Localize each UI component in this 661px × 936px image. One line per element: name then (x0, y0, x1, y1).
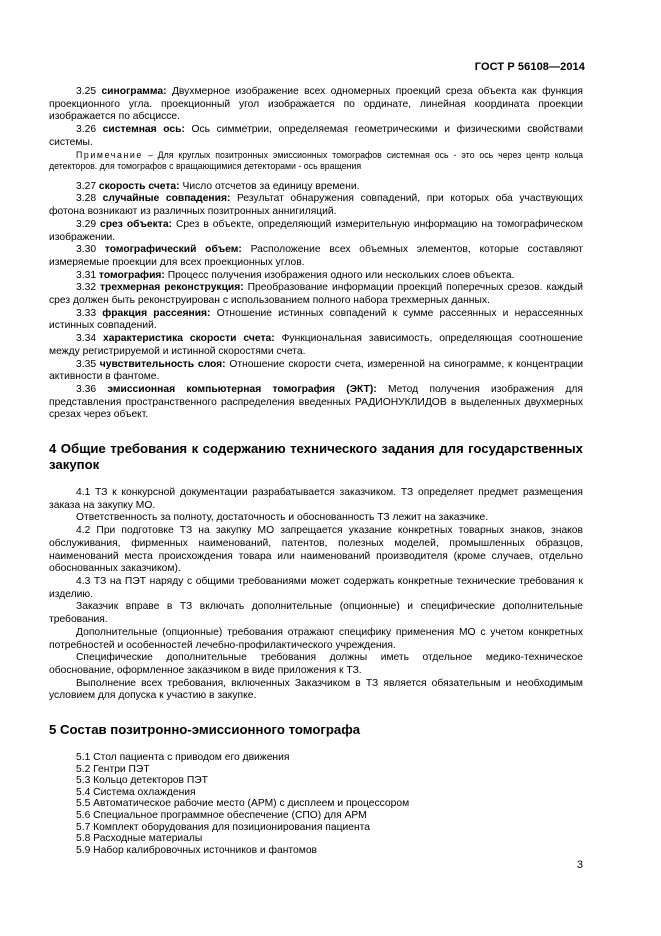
page-content (49, 86, 583, 856)
definition-term: чувствительность слоя: (99, 358, 226, 370)
list-item: 5.1 Стол пациента с приводом его движения (76, 752, 290, 764)
definition-3-28 (49, 193, 583, 218)
definition-3-36 (49, 384, 583, 422)
section-4-paragraph: 4.1 ТЗ к конкурсной документации разрабатывается заказчиком. ТЗ определяет предмет размещения заказа на закупку МО. (49, 487, 583, 511)
definition-number: 3.32 (76, 282, 97, 294)
definition-number: 3.36 (76, 383, 97, 395)
definition-term: срез объекта: (100, 218, 172, 230)
definition-3-31 (49, 270, 583, 283)
definition-text: Расположение всех объемных элементов, которые составляют измеряемые проекции для всех проекционных углов. (49, 244, 583, 268)
definition-3-33 (49, 308, 583, 333)
document-header: ГОСТ Р 56108—2014 (474, 61, 585, 73)
definition-number: 3.29 (76, 218, 97, 230)
definition-number: 3.26 (76, 124, 97, 136)
definition-term: случайные совпадения: (102, 193, 231, 205)
section-4-heading: 4 Общие требования к содержанию технического задания для государственных закупок (49, 441, 583, 473)
definition-text: Двухмерное изображение всех одномерных проекций среза объекта как функция проекционного угла. проекционный угол изображается по ординате, линейная координата проекции изображается по абсциссе. (49, 86, 583, 123)
definition-text: Ось симметрии, определяемая геометрическими и физическими свойствами системы. (49, 124, 583, 148)
section-4-paragraph: 4.3 ТЗ на ПЭТ наряду с общими требованиями может содержать конкретные технические требования к изделию. (49, 575, 583, 600)
definition-text: Срез в объекте, определяющий измерительную информацию на томографическом изображении. (49, 218, 583, 243)
section-4-paragraph: Ответственность за полноту, достаточность и обоснованность ТЗ лежит на заказчике. (76, 512, 489, 524)
definition-3-34 (49, 333, 583, 358)
definition-3-27 (49, 181, 583, 194)
list-item: 5.8 Расходные материалы (76, 833, 203, 845)
definition-text: Процесс получения изображения одного или нескольких слоев объекта. (167, 269, 515, 281)
definition-term: фракция рассеяния: (102, 307, 211, 319)
definition-term: синограмма: (101, 86, 167, 97)
definition-number: 3.31 (76, 269, 97, 281)
definition-number: 3.28 (76, 193, 97, 205)
definition-term: томографический объем: (104, 244, 242, 256)
definition-3-26 (49, 124, 583, 149)
definition-text: Отношение истинных совпадений к сумме рассеянных и нерассеянных истинных совпадений. (49, 307, 583, 332)
note-label: Примечание (76, 149, 143, 160)
section-4-paragraph: Выполнение всех требования, включенных Заказчиком в ТЗ является обязательным и необходимым условием для допуска к участию в закупке. (49, 677, 583, 702)
definition-number: 3.33 (76, 307, 97, 319)
definition-term: томография: (98, 269, 165, 281)
list-item: 5.9 Набор калибровочных источников и фантомов (76, 844, 318, 856)
definition-number: 3.35 (76, 358, 97, 370)
definition-number: 3.30 (76, 244, 97, 256)
section-4-paragraph: Дополнительные (опционные) требования отражают специфику применения МО с учетом конкретных потребностей и особенностей лечебно-профилактического учреждения. (49, 626, 583, 651)
definition-number: 3.27 (76, 180, 97, 192)
section-4-paragraph: Заказчик вправе в ТЗ включать дополнительные (опционные) и специфические дополнительные требования. (49, 601, 583, 626)
definition-3-35 (49, 359, 583, 384)
list-item: 5.2 Гентри ПЭТ (76, 763, 150, 775)
definition-term: трехмерная реконструкция: (100, 282, 244, 294)
note-text: – Для круглых позитронных эмиссионных томографов системная ось - это ось через центр кольца детекторов. для томографов с вращающимися детекторами - ось вращения (49, 149, 583, 172)
section-5-list (49, 752, 583, 856)
definition-text: Отношение скорости счета, измеренной на синограмме, к концентрации активности в фантоме. (49, 358, 583, 383)
section-4-paragraph: 4.2 При подготовке ТЗ на закупку МО запрещается указание конкретных товарных знаков, знаков обслуживания, фирменных наименований, патентов, полезных моделей, промышленных образцов, наименований места происхождения товара или наименований производителя (кроме случаев, отдельно обоснованных заказчиком). (49, 525, 583, 575)
definition-number: 3.25 (76, 86, 97, 97)
list-item: 5.4 Система охлаждения (76, 786, 196, 798)
note (49, 150, 583, 173)
spacer (49, 173, 583, 181)
definition-term: эмиссионная компьютерная томография (ЭКТ): (107, 383, 377, 395)
definition-text: Метод получения изображения для представления пространственного распределения введенных РАДИОНУКЛИДОВ в выделенных двухмерных срезах через объект. (49, 383, 583, 421)
definition-text: Преобразование информации проекций поперечных срезов. каждый срез должен быть реконструирован с использованием полного набора трехмерных данных. (49, 282, 583, 307)
definition-3-30 (49, 244, 583, 269)
definition-3-32 (49, 282, 583, 307)
definition-3-29 (49, 219, 583, 244)
list-item: 5.5 Автоматическое рабочие место (АРМ) с дисплеем и процессором (76, 798, 410, 810)
section-5-heading: 5 Состав позитронно-эмиссионного томографа (49, 722, 361, 738)
definition-text: Результат обнаружения совпадений, при которых оба участвующих фотона возникают из различных позитронных аннигиляций. (49, 193, 583, 218)
definition-term: скорость счета: (98, 180, 180, 192)
definition-text: Число отсчетов за единицу времени. (182, 180, 360, 192)
definition-term: характеристика скорости счета: (102, 333, 275, 345)
section-4-paragraph: Специфические дополнительные требования должны иметь отдельное медико-техническое обоснование, оформленное заказчиком в виде приложения к ТЗ. (49, 652, 583, 676)
list-item: 5.6 Специальное программное обеспечение (СПО) для АРМ (76, 809, 367, 821)
list-item: 5.7 Комплект оборудования для позиционирования пациента (76, 821, 370, 833)
definition-term: системная ось: (102, 124, 185, 136)
definition-number: 3.34 (76, 333, 97, 345)
list-item: 5.3 Кольцо детекторов ПЭТ (76, 775, 208, 787)
definition-text: Функциональная зависимость, определяющая соотношение между регистрируемой и истинной скоростями счета. (49, 333, 583, 357)
definition-3-25 (49, 86, 583, 124)
page-number: 3 (576, 859, 583, 871)
